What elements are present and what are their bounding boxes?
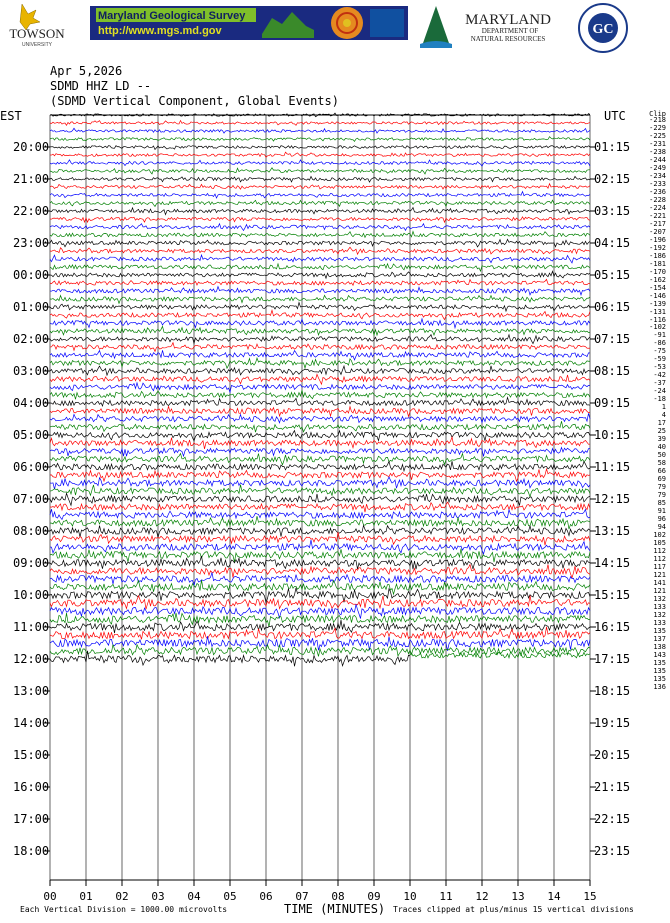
- mgs-title: Maryland Geological Survey: [98, 10, 246, 22]
- x-tick-label: 08: [331, 890, 345, 903]
- clip-count: -75: [653, 347, 666, 356]
- clip-count: 39: [657, 435, 666, 444]
- clip-count: 91: [657, 507, 666, 516]
- utc-hour-label: 21:15: [594, 780, 631, 794]
- clip-count: -102: [649, 323, 666, 332]
- seismic-trace: [50, 168, 590, 174]
- clip-count: -139: [649, 299, 666, 308]
- clip-count: 85: [657, 499, 666, 508]
- seismic-trace: [50, 302, 590, 311]
- seismic-trace: [50, 454, 590, 465]
- est-hour-label: 22:00: [13, 204, 50, 218]
- clip-count: -91: [653, 331, 666, 340]
- seismic-trace: [50, 271, 590, 278]
- utc-hour-label: 23:15: [594, 844, 631, 858]
- x-tick-label: 07: [295, 890, 309, 903]
- utc-hour-label: 02:15: [594, 172, 631, 186]
- est-hour-label: 14:00: [13, 716, 50, 730]
- clip-count: 135: [653, 658, 666, 667]
- seismic-trace: [50, 413, 590, 422]
- clip-count: -59: [653, 355, 666, 364]
- clip-count: 1: [661, 403, 666, 412]
- clip-count: 79: [657, 483, 666, 492]
- clip-count: -249: [649, 163, 666, 172]
- towson-wordmark: TOWSON: [9, 26, 65, 41]
- est-axis-title: EST: [0, 109, 22, 123]
- seismic-trace: [50, 421, 590, 432]
- seismic-trace: [50, 224, 590, 231]
- clip-count: -192: [649, 243, 666, 252]
- seismic-trace: [50, 437, 590, 449]
- est-hour-label: 07:00: [13, 492, 50, 506]
- seismic-trace: [50, 532, 590, 545]
- utc-hour-label: 06:15: [594, 300, 631, 314]
- clip-count: -186: [649, 251, 666, 260]
- clip-count: 105: [653, 538, 666, 547]
- utc-hour-label: 11:15: [594, 460, 631, 474]
- seismic-trace: [50, 176, 590, 182]
- clip-count: 143: [653, 650, 666, 659]
- clip-count: 136: [653, 682, 666, 691]
- seismic-trace: [50, 390, 590, 399]
- seismic-trace: [410, 652, 590, 658]
- clip-count: -116: [649, 315, 666, 324]
- seismic-trace: [50, 366, 590, 375]
- seismic-trace: [50, 335, 590, 344]
- station-description: (SDMD Vertical Component, Global Events): [50, 94, 339, 108]
- seismic-trace: [50, 160, 590, 166]
- clip-count: -224: [649, 203, 666, 212]
- x-tick-label: 13: [511, 890, 525, 903]
- clip-count: -162: [649, 275, 666, 284]
- utc-hour-label: 14:15: [594, 556, 631, 570]
- seismic-trace: [50, 613, 590, 627]
- seismic-trace: [50, 431, 590, 441]
- clip-count: 50: [657, 451, 666, 460]
- clip-count: -131: [649, 307, 666, 316]
- clip-count: 138: [653, 642, 666, 651]
- seismic-trace: [50, 556, 590, 569]
- x-tick-label: 04: [187, 890, 201, 903]
- x-tick-label: 06: [259, 890, 273, 903]
- clip-count: 132: [653, 594, 666, 603]
- clip-count: 25: [657, 427, 666, 436]
- utc-hour-label: 18:15: [594, 684, 631, 698]
- seismic-trace: [50, 644, 590, 656]
- clip-count: -231: [649, 139, 666, 148]
- utc-hour-label: 16:15: [594, 620, 631, 634]
- towson-university: UNIVERSITY: [21, 42, 53, 48]
- utc-hour-label: 15:15: [594, 588, 631, 602]
- est-hour-label: 05:00: [13, 428, 50, 442]
- seismic-trace: [50, 239, 590, 247]
- clip-count: 17: [657, 419, 666, 428]
- clip-count: 135: [653, 666, 666, 675]
- utc-hour-label: 20:15: [594, 748, 631, 762]
- plot-date: Apr 5,2026: [50, 64, 123, 78]
- clip-count: 79: [657, 491, 666, 500]
- mgs-url: http://www.mgs.md.gov: [98, 25, 222, 37]
- clip-count: 112: [653, 554, 666, 563]
- seismic-trace: [50, 374, 590, 384]
- seismic-trace: [50, 247, 590, 254]
- x-tick-label: 01: [79, 890, 93, 903]
- est-hour-label: 15:00: [13, 748, 50, 762]
- seismic-trace: [50, 350, 590, 360]
- clip-count: -217: [649, 219, 666, 228]
- footer-right-note: Traces clipped at plus/minus 15 vertical divisions: [393, 905, 634, 914]
- x-tick-label: 00: [43, 890, 57, 903]
- seismic-trace: [50, 525, 590, 537]
- est-hour-label: 01:00: [13, 300, 50, 314]
- utc-hour-label: 09:15: [594, 396, 631, 410]
- clip-count: 121: [653, 570, 666, 579]
- seismic-trace: [50, 287, 590, 295]
- est-hour-label: 17:00: [13, 812, 50, 826]
- seismic-trace: [50, 152, 590, 157]
- est-hour-label: 20:00: [13, 140, 50, 154]
- clip-count: 121: [653, 586, 666, 595]
- est-hour-label: 10:00: [13, 588, 50, 602]
- seismic-trace: [50, 192, 590, 198]
- est-hour-label: 16:00: [13, 780, 50, 794]
- seismic-trace: [50, 469, 590, 481]
- seismic-trace: [50, 319, 590, 328]
- x-tick-label: 14: [547, 890, 561, 903]
- seismic-trace: [50, 565, 590, 578]
- clip-count: 69: [657, 475, 666, 484]
- seismic-trace: [50, 383, 590, 393]
- clip-count: 112: [653, 546, 666, 555]
- seismic-trace: [50, 184, 590, 189]
- seismic-trace: [50, 279, 590, 285]
- utc-hour-label: 13:15: [594, 524, 631, 538]
- clip-count: 4: [661, 411, 666, 420]
- clip-count: 137: [653, 634, 666, 643]
- est-hour-label: 00:00: [13, 268, 50, 282]
- clip-count: -233: [649, 179, 666, 188]
- clip-count: -37: [653, 379, 666, 388]
- seismic-trace: [50, 477, 590, 489]
- x-tick-label: 05: [223, 890, 237, 903]
- clip-count: 141: [653, 578, 666, 587]
- clip-count: 133: [653, 618, 666, 627]
- clip-count: 58: [657, 459, 666, 468]
- seismic-trace: [50, 200, 590, 206]
- clip-count: 135: [653, 674, 666, 683]
- seismic-trace: [50, 208, 590, 215]
- seismic-trace: [50, 493, 590, 505]
- est-hour-label: 21:00: [13, 172, 50, 186]
- utc-hour-label: 19:15: [594, 716, 631, 730]
- est-hour-label: 02:00: [13, 332, 50, 346]
- est-hour-label: 09:00: [13, 556, 50, 570]
- clip-count: -244: [649, 155, 666, 164]
- clip-count: 135: [653, 626, 666, 635]
- utc-hour-label: 07:15: [594, 332, 631, 346]
- est-hour-label: 04:00: [13, 396, 50, 410]
- clip-count: 117: [653, 562, 666, 571]
- x-tick-label: 10: [403, 890, 417, 903]
- seismic-trace: [50, 137, 590, 142]
- est-hour-label: 13:00: [13, 684, 50, 698]
- clip-count: 96: [657, 515, 666, 523]
- x-tick-label: 11: [439, 890, 453, 903]
- x-tick-label: 12: [475, 890, 489, 903]
- x-tick-label: 09: [367, 890, 381, 903]
- seismic-trace: [50, 516, 590, 529]
- clip-count: -196: [649, 235, 666, 244]
- seismic-trace: [50, 627, 590, 639]
- clip-count: -225: [649, 131, 666, 140]
- seismic-trace: [50, 255, 590, 263]
- clip-count: 94: [657, 522, 666, 531]
- seismic-trace: [50, 310, 590, 319]
- seismic-trace: [50, 397, 590, 406]
- est-hour-label: 12:00: [13, 652, 50, 666]
- clip-count: -221: [649, 211, 666, 220]
- clip-count: -207: [649, 227, 666, 236]
- seismic-trace: [50, 549, 590, 562]
- seal-letters: GC: [592, 22, 614, 37]
- clip-count: -53: [653, 363, 666, 372]
- seismic-trace: [50, 358, 590, 368]
- x-tick-label: 02: [115, 890, 129, 903]
- est-hour-label: 06:00: [13, 460, 50, 474]
- seismic-trace: [50, 343, 590, 352]
- clip-count: 66: [657, 467, 666, 476]
- clip-count: -146: [649, 291, 666, 300]
- utc-hour-label: 08:15: [594, 364, 631, 378]
- dnr-subtitle-1: DEPARTMENT OF: [481, 27, 539, 35]
- clip-count-header: Clip: [649, 110, 666, 118]
- clip-count: -24: [653, 387, 666, 396]
- clip-count: 102: [653, 530, 666, 539]
- x-tick-label: 15: [583, 890, 597, 903]
- utc-hour-label: 03:15: [594, 204, 631, 218]
- seismic-trace: [50, 295, 590, 303]
- est-hour-label: 18:00: [13, 844, 50, 858]
- utc-hour-label: 17:15: [594, 652, 631, 666]
- x-axis-label: TIME (MINUTES): [284, 902, 386, 916]
- clip-count: -154: [649, 283, 666, 292]
- footer-left-note: Each Vertical Division = 1000.00 microvolts: [20, 905, 228, 914]
- est-hour-label: 08:00: [13, 524, 50, 538]
- est-hour-label: 03:00: [13, 364, 50, 378]
- seismic-trace: [50, 461, 590, 471]
- clip-count: 132: [653, 610, 666, 619]
- utc-hour-label: 04:15: [594, 236, 631, 250]
- clip-count: -229: [649, 123, 666, 132]
- x-tick-label: 03: [151, 890, 165, 903]
- clip-count: -86: [653, 339, 666, 348]
- utc-axis-title: UTC: [604, 109, 626, 123]
- dnr-title: MARYLAND: [465, 12, 551, 28]
- station-code: SDMD HHZ LD --: [50, 79, 152, 93]
- clip-count: -170: [649, 267, 666, 276]
- utc-hour-label: 12:15: [594, 492, 631, 506]
- est-hour-label: 11:00: [13, 620, 50, 634]
- clip-count: -236: [649, 187, 666, 196]
- seismic-trace: [50, 264, 590, 271]
- clip-count: -234: [649, 171, 666, 180]
- utc-hour-label: 01:15: [594, 140, 631, 154]
- seismic-trace: [50, 121, 590, 126]
- seismic-trace: [50, 146, 590, 150]
- clip-count: 40: [657, 443, 666, 452]
- seismic-trace: [50, 217, 590, 222]
- clip-count: 133: [653, 602, 666, 611]
- utc-hour-label: 22:15: [594, 812, 631, 826]
- clip-count: -42: [653, 371, 666, 380]
- seismic-trace: [50, 595, 590, 609]
- clip-count: -238: [649, 147, 666, 156]
- utc-hour-label: 10:15: [594, 428, 631, 442]
- clip-count: -218: [649, 116, 666, 124]
- seismic-trace: [50, 406, 590, 416]
- dnr-subtitle-2: NATURAL RESOURCES: [470, 35, 546, 43]
- est-hour-label: 23:00: [13, 236, 50, 250]
- utc-hour-label: 05:15: [594, 268, 631, 282]
- seismic-trace: [50, 231, 590, 237]
- clip-count: -228: [649, 195, 666, 204]
- seismic-trace: [50, 509, 590, 519]
- seismic-trace: [50, 128, 590, 133]
- seismic-trace: [50, 447, 590, 456]
- clip-count: -18: [653, 395, 666, 404]
- clip-count: -181: [649, 259, 666, 268]
